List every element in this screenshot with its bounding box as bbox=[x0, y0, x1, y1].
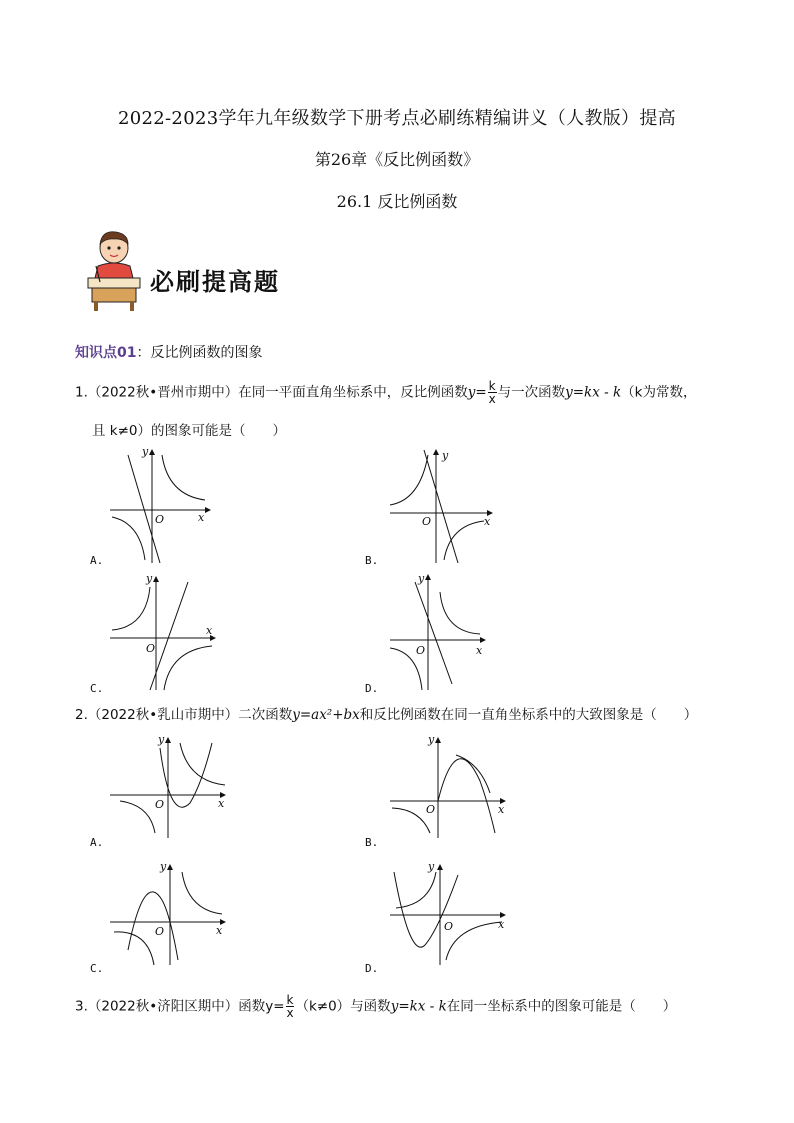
svg-text:x: x bbox=[476, 644, 483, 657]
q2-graph-c[interactable] bbox=[100, 860, 235, 970]
q2-graph-a[interactable] bbox=[100, 733, 235, 843]
question-1-line2: 且 k≠0）的图象可能是（ ） bbox=[92, 423, 287, 439]
q1-graph-a[interactable] bbox=[100, 445, 230, 570]
svg-text:x: x bbox=[498, 803, 505, 816]
svg-text:O: O bbox=[155, 513, 165, 526]
svg-text:x: x bbox=[484, 515, 491, 528]
knowledge-point-label: 知识点01 bbox=[75, 345, 137, 361]
svg-text:O: O bbox=[416, 644, 426, 657]
svg-text:y: y bbox=[428, 733, 435, 746]
svg-text:x: x bbox=[218, 797, 225, 810]
svg-text:x: x bbox=[206, 624, 213, 637]
svg-text:O: O bbox=[426, 803, 436, 816]
section-title: 26.1 反比例函数 bbox=[336, 192, 458, 211]
knowledge-point-text: ：反比例函数的图象 bbox=[136, 345, 263, 361]
q1-graph-d[interactable] bbox=[380, 572, 510, 697]
svg-text:O: O bbox=[146, 642, 156, 655]
chapter-title: 第26章《反比例函数》 bbox=[314, 150, 480, 169]
fraction-k-over-x: $\frac{k}{x}$ bbox=[286, 993, 294, 1020]
knowledge-point-heading bbox=[75, 342, 262, 362]
question-3: 3.（2022秋•济阳区期中）函数y= $\frac{k}{x}$ （k≠0）与函数y=kx - k在同一坐标系中的图象可能是（ ） bbox=[75, 993, 677, 1020]
svg-text:O: O bbox=[444, 920, 454, 933]
svg-text:O: O bbox=[155, 798, 165, 811]
svg-text:y: y bbox=[428, 860, 435, 873]
q1-graph-b[interactable] bbox=[380, 445, 510, 570]
q1-graph-c[interactable] bbox=[100, 572, 230, 697]
svg-text:y: y bbox=[146, 572, 153, 585]
q1-option-d[interactable]: D. bbox=[365, 682, 379, 695]
svg-text:y: y bbox=[442, 449, 449, 462]
q2-option-d[interactable]: D. bbox=[365, 962, 379, 975]
question-1: 1.（2022秋•晋州市期中）在同一平面直角坐标系中，反比例函数y= $\frac{k}{x}$ 与一次函数y=kx - k（k为常数， bbox=[75, 379, 697, 406]
svg-text:y: y bbox=[160, 860, 167, 873]
svg-text:y: y bbox=[158, 733, 165, 746]
question-2: 2.（2022秋•乳山市期中）二次函数y=ax²+bx和反比例函数在同一直角坐标系中的大致图象是（ ） bbox=[75, 707, 698, 723]
q2-graph-b[interactable] bbox=[380, 733, 515, 843]
q1-option-a[interactable]: A. bbox=[90, 554, 104, 567]
q2-option-c[interactable]: C. bbox=[90, 962, 104, 975]
svg-text:y: y bbox=[418, 572, 425, 585]
svg-text:O: O bbox=[155, 925, 165, 938]
svg-text:x: x bbox=[498, 918, 505, 931]
fraction-k-over-x: $\frac{k}{x}$ bbox=[488, 379, 496, 406]
q2-graph-d[interactable] bbox=[380, 860, 515, 970]
q1-option-c[interactable]: C. bbox=[90, 682, 104, 695]
svg-text:O: O bbox=[422, 515, 432, 528]
q2-option-b[interactable]: B. bbox=[365, 836, 379, 849]
student-reading-icon bbox=[78, 226, 150, 312]
q2-option-a[interactable]: A. bbox=[90, 836, 104, 849]
banner-title: 必刷提高题 bbox=[150, 268, 280, 296]
q1-option-b[interactable]: B. bbox=[365, 554, 379, 567]
svg-text:x: x bbox=[198, 511, 205, 524]
svg-text:y: y bbox=[142, 445, 149, 458]
svg-text:x: x bbox=[216, 924, 223, 937]
document-title: 2022-2023学年九年级数学下册考点必刷练精编讲义（人教版）提高 bbox=[118, 108, 676, 129]
